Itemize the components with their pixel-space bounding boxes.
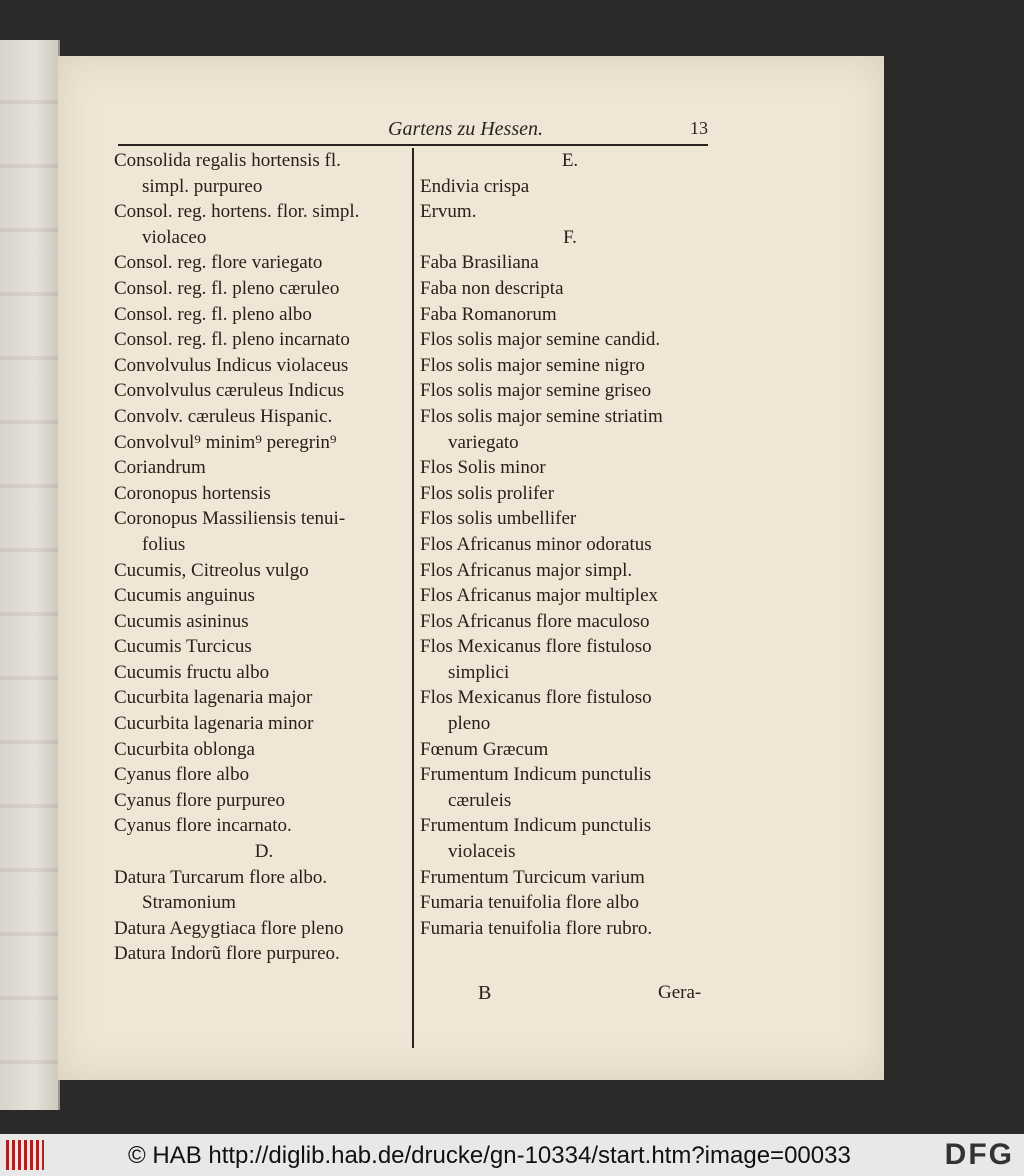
right-column	[420, 148, 720, 941]
plant-entry: Flos Mexicanus flore fistuloso	[420, 636, 652, 658]
plant-entry: Faba Romanorum	[420, 303, 557, 325]
plant-entry: Fœnum Græcum	[420, 738, 549, 760]
page-header	[118, 114, 708, 146]
adjacent-page-edges	[0, 40, 60, 1110]
plant-entry: Coronopus Massiliensis tenui-	[114, 508, 346, 530]
plant-entry: Consolida regalis hortensis fl.	[114, 150, 341, 171]
plant-entry: Frumentum Turcicum varium	[420, 866, 645, 888]
plant-entry: Convolvulus cæruleus Indicus	[114, 380, 345, 402]
entry-continuation: Stramonium	[142, 892, 236, 914]
footer-credit-link[interactable]: © HAB http://diglib.hab.de/drucke/gn-10334/start.htm?image=00033	[128, 1142, 851, 1169]
entry-continuation: violaceo	[142, 226, 207, 248]
entry-continuation: simpl. purpureo	[142, 175, 263, 197]
plant-entry: Datura Indorũ flore purpureo.	[114, 943, 340, 965]
plant-entry: Endivia crispa	[420, 175, 530, 197]
plant-entry: Cucumis anguinus	[114, 585, 255, 607]
section-letter: E.	[561, 150, 579, 171]
plant-entry: Frumentum Indicum punctulis	[420, 764, 652, 786]
plant-entry: Flos solis major semine griseo	[420, 380, 652, 402]
plant-entry: Flos solis prolifer	[420, 482, 555, 504]
left-column	[114, 148, 414, 967]
plant-entry: Cucumis asininus	[114, 610, 249, 632]
dfg-logo: DFG	[944, 1138, 1014, 1171]
plant-entry: Flos Solis minor	[420, 457, 546, 479]
entry-continuation: simplici	[448, 661, 510, 683]
plant-entry: Flos Africanus minor odoratus	[420, 533, 652, 555]
entry-continuation: violaceis	[448, 841, 516, 863]
plant-entry: Frumentum Indicum punctulis	[420, 815, 652, 837]
entry-continuation: variegato	[448, 431, 519, 453]
plant-entry: Convolvulus Indicus violaceus	[114, 354, 349, 376]
entry-continuation: cæruleis	[448, 789, 512, 811]
plant-entry: Cucumis fructu albo	[114, 661, 270, 683]
plant-entry: Convolv. cæruleus Hispanic.	[114, 405, 333, 427]
section-letter: F.	[563, 226, 577, 248]
plant-entry: Consol. reg. fl. pleno cæruleo	[114, 277, 340, 299]
plant-entry: Cyanus flore purpureo	[114, 789, 285, 811]
plant-entry: Flos solis major semine nigro	[420, 354, 645, 376]
plant-entry: Flos Africanus major multiplex	[420, 585, 659, 607]
plant-entry: Coriandrum	[114, 457, 206, 479]
plant-entry: Consol. reg. flore variegato	[114, 252, 323, 274]
plant-entry: Consol. reg. hortens. flor. simpl.	[114, 201, 360, 223]
plant-entry: Fumaria tenuifolia flore albo	[420, 892, 639, 914]
entry-continuation: pleno	[448, 713, 491, 735]
plant-entry: Flos Mexicanus flore fistuloso	[420, 687, 652, 709]
page-number: 13	[690, 118, 708, 138]
plant-entry: Faba Brasiliana	[420, 252, 539, 274]
plant-entry: Datura Aegygtiaca flore pleno	[114, 917, 344, 939]
plant-entry: Cyanus flore albo	[114, 764, 250, 786]
plant-entry: Fumaria tenuifolia flore rubro.	[420, 917, 653, 939]
plant-entry: Cucurbita lagenaria minor	[114, 713, 314, 735]
scanned-page	[58, 56, 884, 1080]
plant-entry: Faba non descripta	[420, 277, 564, 299]
plant-entry: Convolvul⁹ minim⁹ peregrin⁹	[114, 431, 337, 453]
plant-entry: Consol. reg. fl. pleno incarnato	[114, 329, 350, 351]
plant-entry: Flos solis major semine striatim	[420, 405, 663, 427]
signature-mark: B	[478, 982, 492, 1004]
plant-entry: Flos solis umbellifer	[420, 508, 577, 530]
section-letter: D.	[254, 841, 274, 863]
plant-entry: Cucumis Turcicus	[114, 636, 252, 658]
plant-entry: Cucumis, Citreolus vulgo	[114, 559, 309, 581]
plant-entry: Ervum.	[420, 201, 477, 223]
plant-entry: Cucurbita lagenaria major	[114, 687, 313, 709]
catchword: Gera-	[658, 982, 702, 1003]
plant-entry: Consol. reg. fl. pleno albo	[114, 303, 312, 325]
running-title: Gartens zu Hessen.	[388, 118, 543, 140]
plant-entry: Cyanus flore incarnato.	[114, 815, 292, 837]
entry-continuation: folius	[142, 533, 186, 555]
plant-entry: Flos Africanus major simpl.	[420, 559, 633, 581]
footer-bar	[0, 1134, 1024, 1176]
plant-entry: Cucurbita oblonga	[114, 738, 255, 760]
plant-entry: Datura Turcarum flore albo.	[114, 866, 328, 888]
plant-entry: Flos Africanus flore maculoso	[420, 610, 650, 632]
barcode-logo-icon	[6, 1140, 44, 1170]
plant-entry: Coronopus hortensis	[114, 482, 271, 504]
plant-entry: Flos solis major semine candid.	[420, 329, 661, 351]
